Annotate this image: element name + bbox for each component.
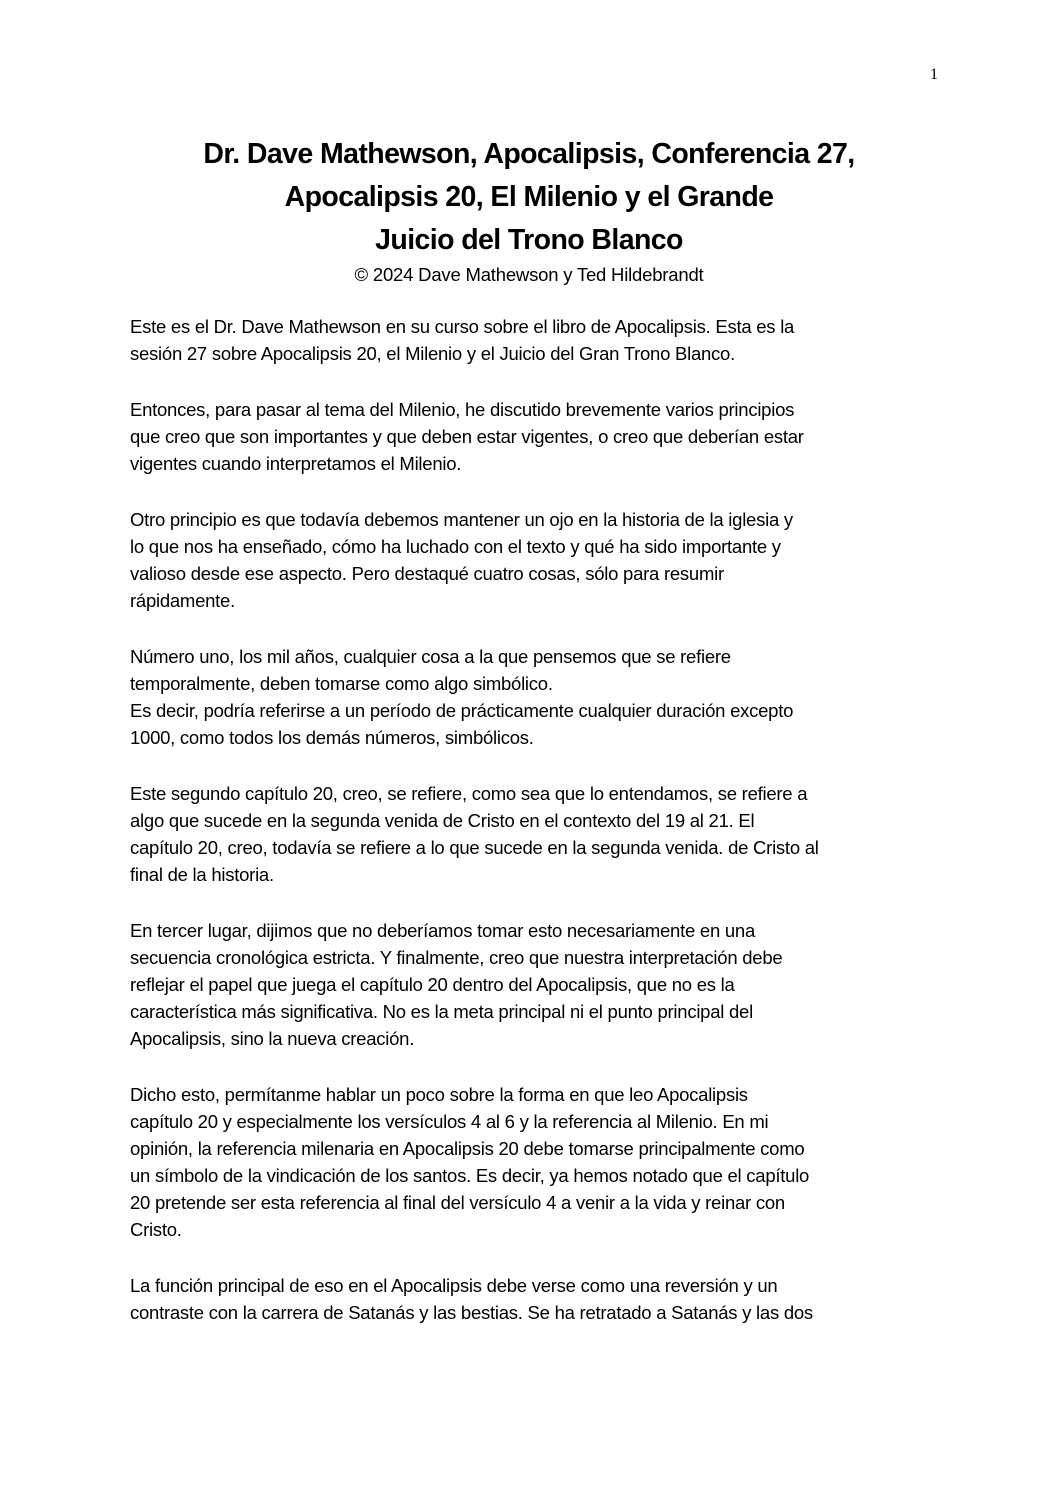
text-line: Dicho esto, permítanme hablar un poco sobre la forma en que leo Apocalipsis [130, 1084, 748, 1105]
paragraph-1 [130, 313, 930, 367]
paragraph-7 [130, 1081, 930, 1243]
text-line: opinión, la referencia milenaria en Apocalipsis 20 debe tomarse principalmente como [130, 1138, 805, 1159]
text-line: un símbolo de la vindicación de los santos. Es decir, ya hemos notado que el capítulo [130, 1165, 810, 1186]
text-line: Cristo. [130, 1219, 182, 1240]
paragraph-4 [130, 643, 930, 751]
page-number: 1 [930, 66, 938, 83]
text-line: La función principal de eso en el Apocalipsis debe verse como una reversión y un [130, 1275, 778, 1296]
paragraph-3 [130, 506, 930, 614]
text-line: Número uno, los mil años, cualquier cosa a la que pensemos que se refiere [130, 646, 731, 667]
paragraph-6 [130, 917, 930, 1052]
text-line: capítulo 20 y especialmente los versículos 4 al 6 y la referencia al Milenio. En mi [130, 1111, 769, 1132]
text-line: Este segundo capítulo 20, creo, se refiere, como sea que lo entendamos, se refiere a [130, 783, 808, 804]
text-line: vigentes cuando interpretamos el Milenio. [130, 453, 462, 474]
text-line: 1000, como todos los demás números, simbólicos. [130, 727, 534, 748]
text-line: característica más significativa. No es la meta principal ni el punto principal del [130, 1001, 753, 1022]
text-line: que creo que son importantes y que deben estar vigentes, o creo que deberían estar [130, 426, 804, 447]
paragraph-8 [130, 1272, 930, 1326]
text-line: Es decir, podría referirse a un período de prácticamente cualquier duración excepto [130, 700, 794, 721]
text-line: algo que sucede en la segunda venida de Cristo en el contexto del 19 al 21. El [130, 810, 755, 831]
paragraph-5 [130, 780, 930, 888]
text-line: final de la historia. [130, 864, 274, 885]
text-line: Apocalipsis, sino la nueva creación. [130, 1028, 415, 1049]
text-line: rápidamente. [130, 590, 235, 611]
text-line: En tercer lugar, dijimos que no deberíamos tomar esto necesariamente en una [130, 920, 756, 941]
title-line-3: Juicio del Trono Blanco [375, 224, 683, 256]
text-line: valioso desde ese aspecto. Pero destaqué cuatro cosas, sólo para resumir [130, 563, 724, 584]
text-line: contraste con la carrera de Satanás y las bestias. Se ha retratado a Satanás y las dos [130, 1302, 813, 1323]
text-line: lo que nos ha enseñado, cómo ha luchado con el texto y qué ha sido importante y [130, 536, 781, 557]
copyright-notice: © 2024 Dave Mathewson y Ted Hildebrandt [354, 264, 704, 285]
text-line: secuencia cronológica estricta. Y finalmente, creo que nuestra interpretación debe [130, 947, 783, 968]
paragraph-2 [130, 396, 930, 477]
text-line: temporalmente, deben tomarse como algo simbólico. [130, 673, 553, 694]
text-line: reflejar el papel que juega el capítulo 20 dentro del Apocalipsis, que no es la [130, 974, 735, 995]
document-body [130, 313, 930, 1355]
text-line: Otro principio es que todavía debemos mantener un ojo en la historia de la iglesia y [130, 509, 793, 530]
text-line: Entonces, para pasar al tema del Milenio, he discutido brevemente varios principios [130, 399, 795, 420]
text-line: sesión 27 sobre Apocalipsis 20, el Milenio y el Juicio del Gran Trono Blanco. [130, 343, 735, 364]
text-line: 20 pretende ser esta referencia al final del versículo 4 a venir a la vida y reinar con [130, 1192, 785, 1213]
text-line: Este es el Dr. Dave Mathewson en su curso sobre el libro de Apocalipsis. Esta es la [130, 316, 795, 337]
document-header [100, 133, 958, 288]
title-line-2: Apocalipsis 20, El Milenio y el Grande [284, 181, 774, 213]
text-line: capítulo 20, creo, todavía se refiere a lo que sucede en la segunda venida. de Cristo al [130, 837, 819, 858]
title-line-1: Dr. Dave Mathewson, Apocalipsis, Conferencia 27, [203, 138, 855, 170]
